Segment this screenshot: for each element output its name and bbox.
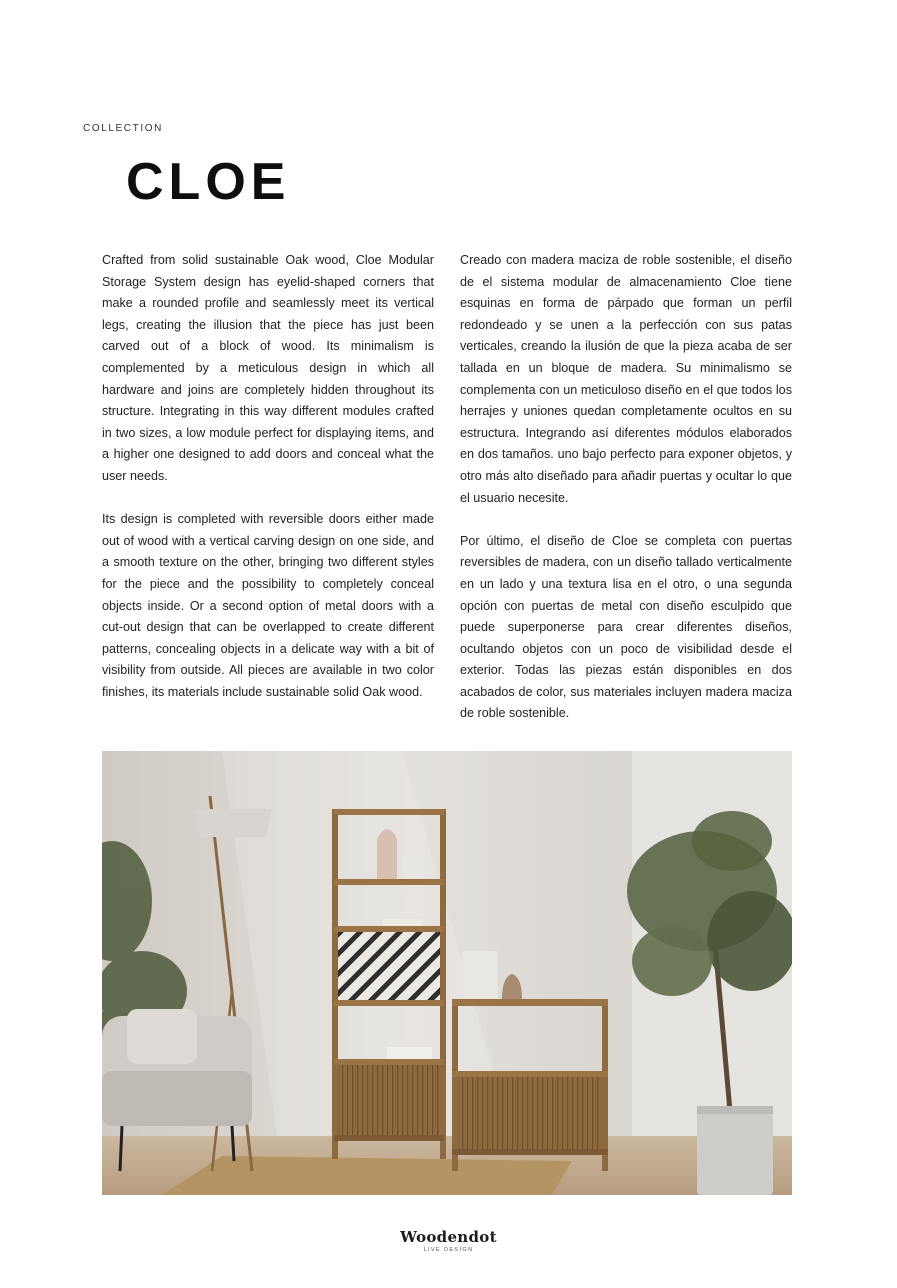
brand-logo (0, 1228, 897, 1253)
brand-name: Woodendot (400, 1228, 497, 1246)
spanish-paragraph-1: Creado con madera maciza de roble sostenible, el diseño de el sistema modular de almacenamiento Cloe tiene esquinas en forma de párpado que forman un perfil redondeado y se unen a la perfección con sus patas verticales, creando la ilusión de que la pieza acaba de ser tallada en un bloque de madera. Su minimalismo se complementa con un meticuloso diseño en el que todos los herrajes y uniones quedan completamente ocultos en su estructura. Integrando así diferentes módulos elaborados en dos tamaños. uno bajo perfecto para exponer objetos, y otro más alto diseñado para añadir puertas y ocultar lo que el usuario necesite. (460, 253, 792, 505)
collection-label: COLLECTION (83, 123, 163, 134)
lamp-shade (194, 809, 272, 837)
english-paragraph-2: Its design is completed with reversible doors either made out of wood with a vertical carving design on one side, and a smooth texture on the other, bringing two different styles for the piece and the possibility to completely conceal objects inside. Or a second option of metal doors with a cut-out design that can be overlapped to create different patterns, concealing objects in a delicate way with a bit of visibility from outside. All pieces are available in two color finishes, its materials include sustainable solid Oak wood. (102, 512, 434, 699)
english-paragraph-1: Crafted from solid sustainable Oak wood, Cloe Modular Storage System design has eyelid-shaped corners that make a rounded profile and seamlessly meet its vertical legs, creating the illusion that the piece has just been carved out of a block of wood. Its minimalism is complemented by a meticulous design in which all hardware and joins are completely hidden throughout its structure. Integrating in this way different modules crafted in two sizes, a low module perfect for displaying items, and a higher one designed to add doors and conceal what the user needs. (102, 253, 434, 483)
product-photo (102, 751, 792, 1195)
rug (162, 1156, 572, 1195)
product-photo-illustration (102, 751, 792, 1195)
spanish-column (460, 250, 792, 747)
spanish-paragraph-2: Por último, el diseño de Cloe se completa con puertas reversibles de madera, con un diseño tallado verticalmente en un lado y una textura lisa en el otro, o una segunda opción con puertas de metal con diseño esculpido que puede superponerse para crear diferentes diseños, ocultando objetos con un poco de visibilidad desde el exterior. Todas las piezas están disponibles en dos acabados de color, sus materiales incluyen madera maciza de roble sostenible. (460, 533, 792, 721)
english-column (102, 250, 434, 725)
brand-tagline: LIVE DESIGN (423, 1247, 474, 1253)
page-title: CLOE (126, 153, 291, 211)
